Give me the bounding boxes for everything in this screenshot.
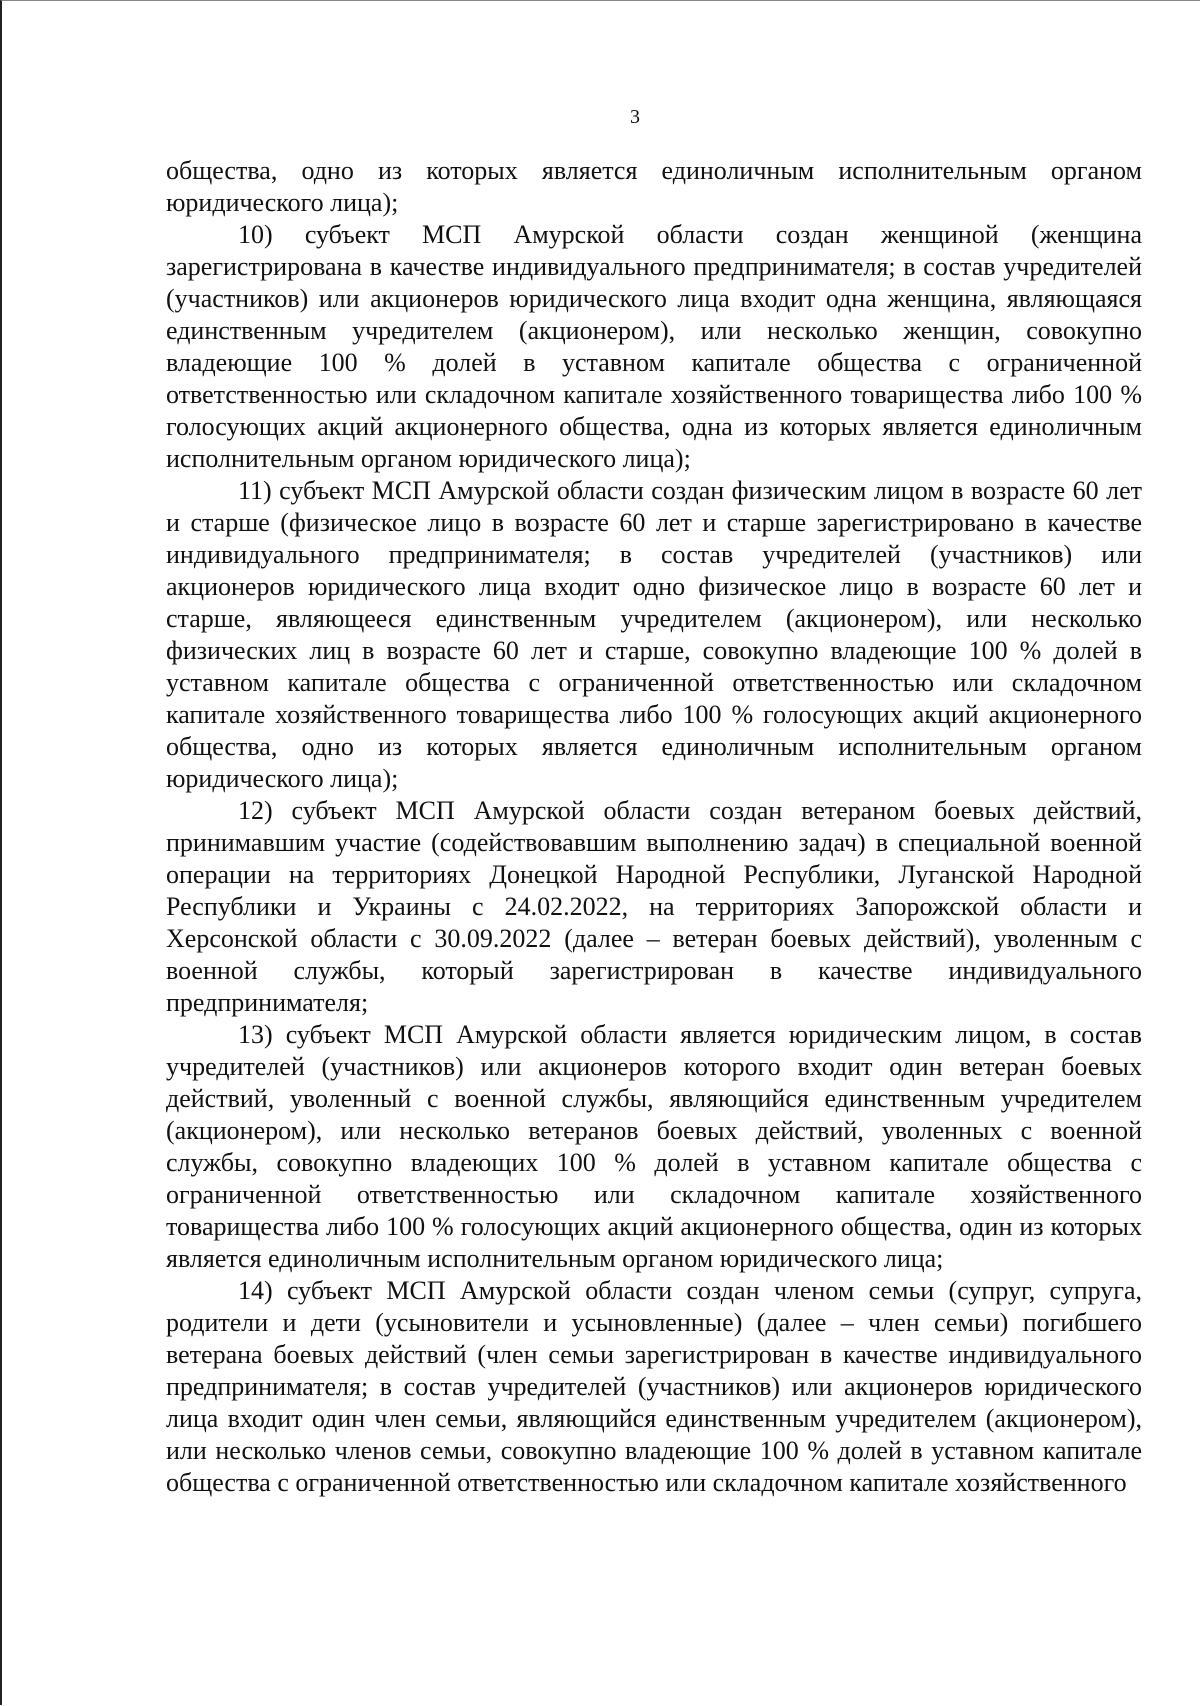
paragraph-item-10: 10) субъект МСП Амурской области создан женщиной (женщина зарегистрирована в качестве индивидуального предпринимателя; в состав учредителей (участников) или акционеров юридического лица входит одна женщина, являющаяся единственным учредителем (акционером), или несколько женщин, совокупно владеющие 100 % долей в уставном капитале общества с ограниченной ответственностью или складочном капитале хозяйственного товарищества либо 100 % голосующих акций акционерного общества, одна из которых является единоличным исполнительным органом юридического лица); bbox=[166, 220, 1142, 473]
page-number: 3 bbox=[630, 106, 640, 128]
document-body bbox=[166, 155, 1142, 1499]
paragraph-item-12: 12) субъект МСП Амурской области создан ветераном боевых действий, принимавшим участие (содействовавшим выполнению задач) в специальной военной операции на территориях Донецкой Народной Республики, Луганской Народной Республики и Украины с 24.02.2022, на территориях Запорожской области и Херсонской области с 30.09.2022 (далее – ветеран боевых действий), уволенным с военной службы, который зарегистрирован в качестве индивидуального предпринимателя; bbox=[166, 796, 1142, 1017]
paragraph-item-11: 11) субъект МСП Амурской области создан физическим лицом в возрасте 60 лет и старше (физическое лицо в возрасте 60 лет и старше зарегистрировано в качестве индивидуального предпринимателя; в состав учредителей (участников) или акционеров юридического лица входит одно физическое лицо в возрасте 60 лет и старше, являющееся единственным учредителем (акционером), или несколько физических лиц в возрасте 60 лет и старше, совокупно владеющие 100 % долей в уставном капитале общества с ограниченной ответственностью или складочном капитале хозяйственного товарищества либо 100 % голосующих акций акционерного общества, одно из которых является единоличным исполнительным органом юридического лица); bbox=[166, 476, 1142, 793]
paragraph-item-13: 13) субъект МСП Амурской области является юридическим лицом, в состав учредителей (участников) или акционеров которого входит один ветеран боевых действий, уволенный с военной службы, являющийся единственным учредителем (акционером), или несколько ветеранов боевых действий, уволенных с военной службы, совокупно владеющих 100 % долей в уставном капитале общества с ограниченной ответственностью или складочном капитале хозяйственного товарищества либо 100 % голосующих акций акционерного общества, один из которых является единоличным исполнительным органом юридического лица; bbox=[166, 1020, 1142, 1273]
paragraph-continuation: общества, одно из которых является единоличным исполнительным органом юридического лица); bbox=[166, 156, 1142, 217]
paragraph-item-14: 14) субъект МСП Амурской области создан членом семьи (супруг, супруга, родители и дети (усыновители и усыновленные) (далее – член семьи) погибшего ветерана боевых действий (член семьи зарегистрирован в качестве индивидуального предпринимателя; в состав учредителей (участников) или акционеров юридического лица входит один член семьи, являющийся единственным учредителем (акционером), или несколько членов семьи, совокупно владеющие 100 % долей в уставном капитале общества с ограниченной ответственностью или складочном капитале хозяйственного bbox=[166, 1276, 1142, 1497]
